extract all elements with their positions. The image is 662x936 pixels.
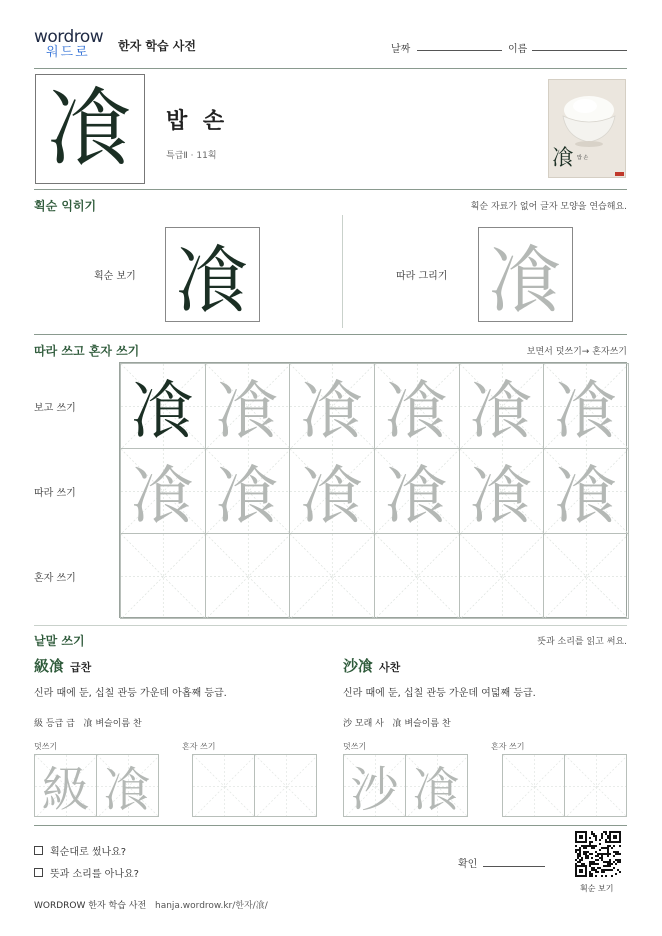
trace-draw-box[interactable] xyxy=(478,227,573,322)
guide-lines xyxy=(290,534,375,619)
hero-meta: 특급Ⅱ · 11획 xyxy=(166,151,217,161)
thumbnail-character: 飡 xyxy=(552,146,575,171)
guide-lines xyxy=(460,534,545,619)
checklist-item-stroke-order[interactable] xyxy=(34,843,126,858)
word-1-trace-cell-2[interactable] xyxy=(96,754,159,817)
stroke-view-box xyxy=(165,227,260,322)
practice-cell[interactable] xyxy=(120,363,206,449)
word-2-title xyxy=(343,655,400,676)
practice-cell[interactable] xyxy=(459,448,545,534)
practice-cell[interactable] xyxy=(289,363,375,449)
guide-lines xyxy=(255,755,317,817)
thumbnail-tag xyxy=(615,172,624,176)
qr-code-icon[interactable] xyxy=(574,830,622,878)
trace-character: 飡 xyxy=(300,460,365,534)
checkbox-icon[interactable] xyxy=(34,846,43,855)
word-2-char-meanings xyxy=(343,716,451,729)
practice-cell[interactable] xyxy=(459,533,545,619)
practice-grid xyxy=(119,362,627,618)
practice-cell[interactable] xyxy=(205,533,291,619)
row-label-trace: 따라 쓰기 xyxy=(34,488,76,499)
word-2-trace-cell-2[interactable] xyxy=(405,754,468,817)
trace-draw-label: 따라 그리기 xyxy=(396,271,448,282)
trace-character: 飡 xyxy=(300,375,365,449)
trace-draw-character: 飡 xyxy=(488,237,563,322)
thumbnail-reading: 밥 손 xyxy=(577,155,589,161)
model-character: 飡 xyxy=(130,375,195,449)
practice-cell[interactable] xyxy=(374,533,460,619)
stroke-section-separator xyxy=(342,215,343,328)
practice-cell[interactable] xyxy=(289,448,375,534)
word-1-char1: 級 xyxy=(34,719,44,729)
practice-cell[interactable] xyxy=(459,363,545,449)
footer-brand: WORDROW 한자 학습 사전 xyxy=(34,901,147,911)
checkbox-icon[interactable] xyxy=(34,868,43,877)
trace-character: 飡 xyxy=(384,375,449,449)
words-section-note: 뜻과 소리를 읽고 써요. xyxy=(537,637,627,647)
word-1-title xyxy=(34,655,91,676)
footer-url[interactable]: hanja.wordrow.kr/한자/飡/ xyxy=(155,901,268,911)
trace-character: 飡 xyxy=(215,375,280,449)
word-2-char2: 飡 xyxy=(392,719,402,729)
guide-lines xyxy=(193,755,255,817)
word-1-description: 신라 때에 둔, 십칠 관등 가운데 아홉째 등급. xyxy=(34,688,227,699)
practice-cell[interactable] xyxy=(543,363,629,449)
trace-character: 飡 xyxy=(215,460,280,534)
word-2-trace-char-1: 沙 xyxy=(350,762,399,817)
practice-cell[interactable] xyxy=(543,448,629,534)
row-label-view: 보고 쓰기 xyxy=(34,403,76,414)
row-label-solo: 혼자 쓰기 xyxy=(34,573,76,584)
confirm-label: 확인 xyxy=(458,859,478,870)
word-1-char-meanings xyxy=(34,716,142,729)
word-2-description: 신라 때에 둔, 십칠 관등 가운데 여덟째 등급. xyxy=(343,688,536,699)
guide-lines xyxy=(206,534,291,619)
stroke-section-title: 획순 익히기 xyxy=(34,199,97,213)
word-1-char2-meaning: 벼슬이름 찬 xyxy=(95,719,142,729)
trace-character: 飡 xyxy=(384,460,449,534)
words-divider xyxy=(34,825,627,826)
practice-cell[interactable] xyxy=(374,363,460,449)
logo-wordmark: wordrow xyxy=(34,27,104,47)
word-2-solo-label: 혼자 쓰기 xyxy=(491,742,525,751)
stroke-view-label: 획순 보기 xyxy=(94,271,136,282)
stroke-divider xyxy=(34,334,627,335)
practice-cell[interactable] xyxy=(205,363,291,449)
checklist-label-1: 획순대로 썼나요? xyxy=(50,847,127,858)
word-1-trace-cell-1[interactable] xyxy=(34,754,97,817)
hero-character-box xyxy=(35,74,145,184)
word-1-char1-meaning: 등급 급 xyxy=(45,719,75,729)
word-2-char1-meaning: 모래 사 xyxy=(354,719,384,729)
practice-section-note: 보면서 덧쓰기→ 혼자쓰기 xyxy=(526,347,627,357)
practice-cell[interactable] xyxy=(543,533,629,619)
checklist-label-2: 뜻과 소리를 아나요? xyxy=(50,869,139,880)
practice-section-title: 따라 쓰고 혼자 쓰기 xyxy=(34,344,140,358)
guide-lines xyxy=(565,755,627,817)
trace-character: 飡 xyxy=(554,460,619,534)
stroke-view-character: 飡 xyxy=(175,237,250,322)
trace-character: 飡 xyxy=(130,460,195,534)
name-field[interactable] xyxy=(532,50,627,51)
stroke-section-note: 획순 자료가 없어 글자 모양을 연습해요. xyxy=(470,202,627,212)
word-1-trace-char-1: 級 xyxy=(41,762,90,817)
header-divider xyxy=(34,68,627,69)
word-1-solo-cell-1[interactable] xyxy=(192,754,255,817)
practice-cell[interactable] xyxy=(205,448,291,534)
date-label: 날짜 xyxy=(391,44,411,55)
name-label: 이름 xyxy=(508,44,528,55)
word-2-char1: 沙 xyxy=(343,719,353,729)
guide-lines xyxy=(375,534,460,619)
practice-cell[interactable] xyxy=(289,533,375,619)
confirm-field[interactable] xyxy=(483,866,545,867)
checklist-item-meaning[interactable] xyxy=(34,865,139,880)
word-1-solo-cell-2[interactable] xyxy=(254,754,317,817)
word-2-trace-char-2: 飡 xyxy=(412,762,461,817)
practice-cell[interactable] xyxy=(374,448,460,534)
date-field[interactable] xyxy=(417,50,502,51)
wordrow-logo xyxy=(34,28,114,64)
practice-cell[interactable] xyxy=(120,533,206,619)
word-1-trace-char-2: 飡 xyxy=(103,762,152,817)
guide-lines xyxy=(121,534,206,619)
word-2-trace-label: 덧쓰기 xyxy=(343,742,367,751)
word-2-trace-cell-1[interactable] xyxy=(343,754,406,817)
word-2-reading: 사찬 xyxy=(379,661,401,674)
word-2-solo-cell-2[interactable] xyxy=(564,754,627,817)
word-1-reading: 급찬 xyxy=(70,661,92,674)
word-1-char2: 飡 xyxy=(83,719,93,729)
qr-label: 획순 보기 xyxy=(580,884,614,893)
guide-lines xyxy=(544,534,629,619)
word-1-hanja: 級飡 xyxy=(34,657,65,675)
word-2-solo-cell-1[interactable] xyxy=(502,754,565,817)
document-title: 한자 학습 사전 xyxy=(118,39,196,53)
guide-lines xyxy=(503,755,565,817)
words-section-title: 낱말 쓰기 xyxy=(34,634,85,648)
word-2-hanja: 沙飡 xyxy=(343,657,374,675)
practice-cell[interactable] xyxy=(120,448,206,534)
trace-character: 飡 xyxy=(554,375,619,449)
rice-bowl-thumbnail xyxy=(548,79,626,178)
trace-character: 飡 xyxy=(469,460,534,534)
trace-character: 飡 xyxy=(469,375,534,449)
hero-reading: 밥 손 xyxy=(166,109,229,134)
practice-divider xyxy=(34,625,627,626)
word-1-solo-label: 혼자 쓰기 xyxy=(182,742,216,751)
word-2-char2-meaning: 벼슬이름 찬 xyxy=(404,719,451,729)
logo-korean: 워드로 xyxy=(46,45,90,60)
word-1-trace-label: 덧쓰기 xyxy=(34,742,58,751)
hero-divider xyxy=(34,189,627,190)
hero-character: 飡 xyxy=(47,79,133,179)
